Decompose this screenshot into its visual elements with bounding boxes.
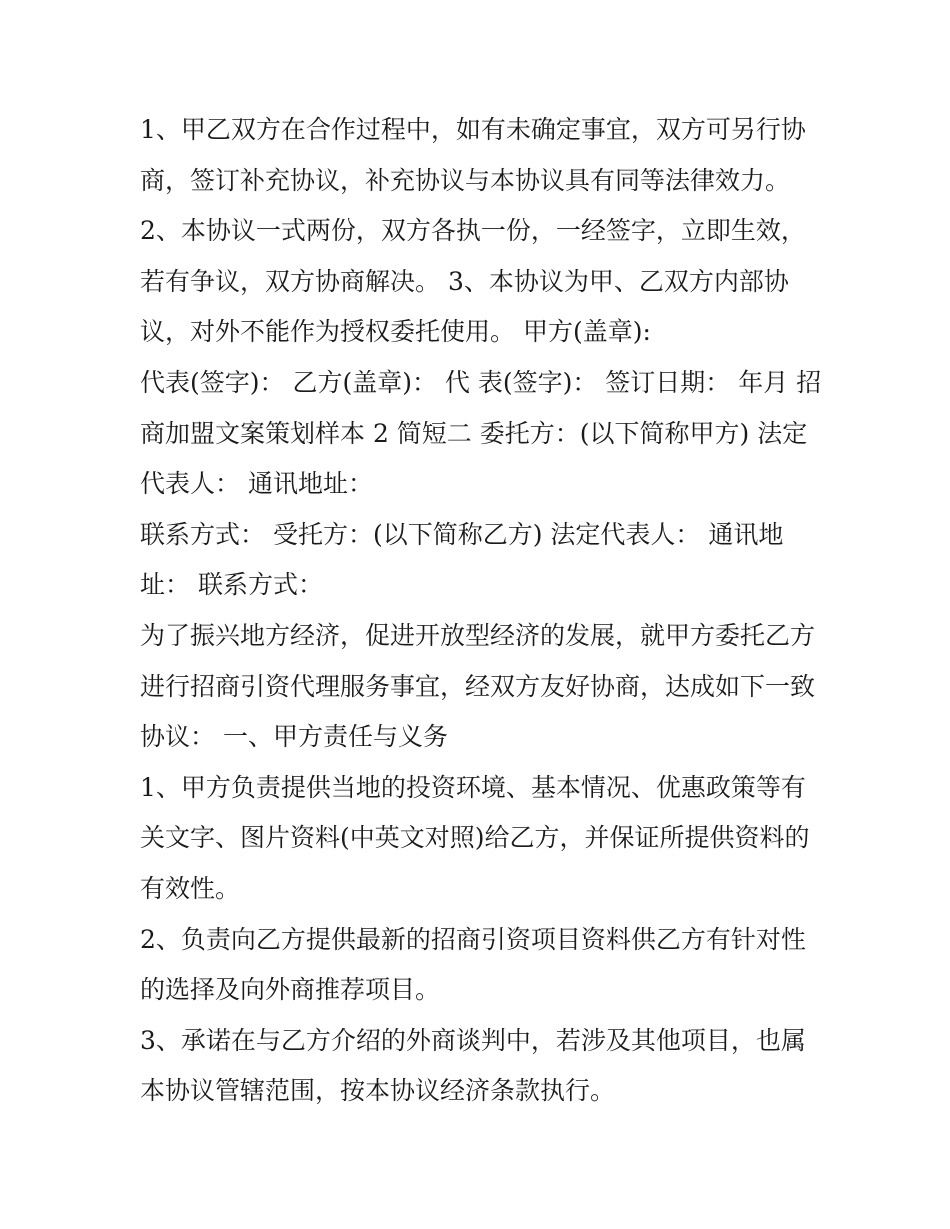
text-line: 2、本协议一式两份，双方各执一份，一经签字，立即生效， xyxy=(140,216,806,246)
text-line: 联系方式： 受托方：(以下简称乙方) 法定代表人： 通讯地 xyxy=(140,519,784,549)
text-line: 1、甲乙双方在合作过程中，如有未确定事宜，双方可另行协 xyxy=(140,115,806,144)
text-line: 1、甲方负责提供当地的投资环境、基本情况、优惠政策等有 xyxy=(140,772,806,802)
text-line: 2、负责向乙方提供最新的招商引资项目资料供乙方有针对性 xyxy=(140,924,806,954)
text-line: 协议： 一、甲方责任与义务 xyxy=(140,722,448,752)
text-line: 若有争议，双方协商解决。 3、本协议为甲、乙双方内部协 xyxy=(140,266,789,296)
text-line: 进行招商引资代理服务事宜，经双方友好协商，达成如下一致 xyxy=(140,671,816,701)
text-line: 议，对外不能作为授权委托使用。 甲方(盖章): xyxy=(140,317,651,347)
text-line: 为了振兴地方经济，促进开放型经济的发展，就甲方委托乙方 xyxy=(140,620,816,650)
text-line: 3、承诺在与乙方介绍的外商谈判中，若涉及其他项目，也属 xyxy=(140,1025,806,1055)
document-body xyxy=(140,108,840,1120)
text-line: 本协议管辖范围，按本协议经济条款执行。 xyxy=(140,1076,616,1106)
text-line: 商加盟文案策划样本 2 简短二 委托方：(以下简称甲方) 法定 xyxy=(140,418,808,448)
text-line: 关文字、图片资料(中英文对照)给乙方，并保证所提供资料的 xyxy=(140,823,810,853)
text-line: 代表(签字)： 乙方(盖章)： 代 表(签字)： 签订日期： 年月 招 xyxy=(140,367,822,397)
text-line: 代表人： 通讯地址： xyxy=(140,469,373,499)
text-line: 有效性。 xyxy=(140,873,241,903)
text-line: 商，签订补充协议，补充协议与本协议具有同等法律效力。 xyxy=(140,165,791,195)
text-line: 址： 联系方式： xyxy=(140,570,323,600)
text-line: 的选择及向外商推荐项目。 xyxy=(140,975,441,1005)
